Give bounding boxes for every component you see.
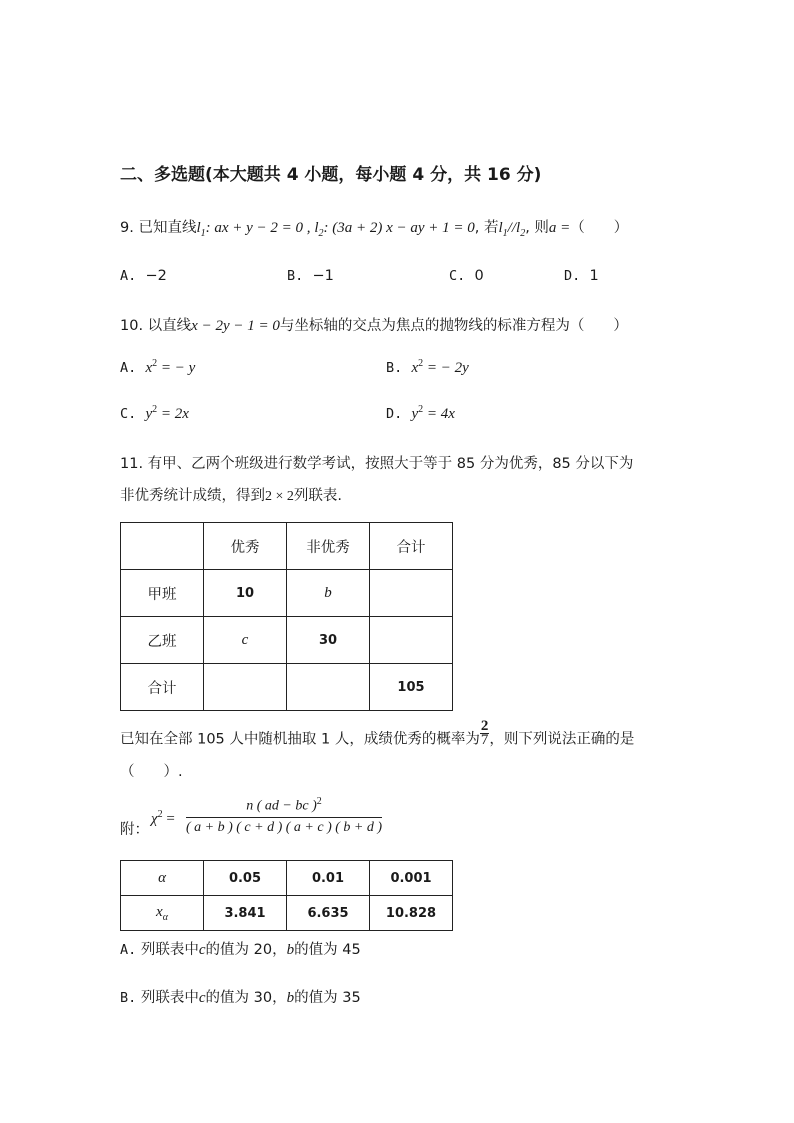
- alpha-label: α: [121, 861, 204, 896]
- row-label: 合计: [121, 664, 204, 711]
- q11-line1: 11. 有甲、乙两个班级进行数学考试，按照大于等于 85 分为优秀，85 分以下为: [120, 456, 634, 472]
- appendix-label: 附：: [120, 822, 149, 838]
- q11-option-a[interactable]: A. 列联表中c的值为 20，b的值为 45: [120, 942, 361, 958]
- table-header: 非优秀: [287, 523, 370, 570]
- table-row: [121, 664, 453, 711]
- row-label: 甲班: [121, 570, 204, 617]
- table-row: [121, 570, 453, 617]
- chi-fraction: [186, 796, 382, 836]
- q9-ask-paren: （ ）: [570, 220, 629, 236]
- q10-option-c[interactable]: C. $y^2 = 2x$: [120, 404, 189, 422]
- table-cell: [204, 664, 287, 711]
- q10-suffix: 与坐标轴的交点为焦点的抛物线的标准方程为（ ）: [279, 318, 628, 334]
- critical-value-table: [120, 860, 453, 931]
- q9-cond-prefix: , 若: [474, 220, 499, 236]
- table-cell: 0.05: [204, 861, 287, 896]
- table-cell: c: [204, 617, 287, 664]
- q9-option-b[interactable]: B. −1: [287, 268, 334, 284]
- chi-numerator: n ( ad − bc )$^2$: [186, 796, 382, 818]
- q10-option-a[interactable]: A. $x^2$ = − y: [120, 358, 196, 376]
- table-cell: [370, 617, 453, 664]
- chi-square-formula: [120, 796, 390, 836]
- table-cell: 0.01: [287, 861, 370, 896]
- table-header: 优秀: [204, 523, 287, 570]
- table-cell: 0.001: [370, 861, 453, 896]
- table-row: [121, 523, 453, 570]
- table-row: [121, 861, 453, 896]
- x-alpha-label: $x_\alpha$: [121, 896, 204, 931]
- probability-fraction: $\frac{2}{7}$: [480, 718, 489, 748]
- table-cell: [287, 664, 370, 711]
- question-9: [120, 216, 628, 239]
- q9-ask-prefix: , 则: [525, 220, 549, 236]
- q11-option-b[interactable]: B. 列联表中c的值为 30，b的值为 35: [120, 990, 361, 1006]
- q11-info: 已知在全部 105 人中随机抽取 1 人，成绩优秀的概率为 $\frac{2}{7}$ ，则下列说法正确的是: [120, 718, 635, 748]
- q9-option-c[interactable]: C. 0: [449, 268, 484, 284]
- q9-option-a[interactable]: A. −2: [120, 268, 167, 284]
- contingency-table: [120, 522, 453, 711]
- table-cell: 30: [287, 617, 370, 664]
- table-cell: 10.828: [370, 896, 453, 931]
- row-label: 乙班: [121, 617, 204, 664]
- table-cell: [121, 523, 204, 570]
- q11-line2: 非优秀统计成绩，得到2 × 2列联表.: [120, 488, 343, 504]
- table-header: 合计: [370, 523, 453, 570]
- chi-lhs: $\chi^2$ =: [151, 809, 175, 827]
- q11-info-paren: （ ）.: [120, 764, 183, 780]
- chi-denominator: ( a + b ) ( c + d ) ( a + c ) ( b + d ): [186, 819, 383, 835]
- q10-option-b[interactable]: B. $x^2$ = − 2y: [386, 358, 469, 376]
- q9-prefix: 9. 已知直线: [120, 220, 197, 236]
- table-cell: 105: [370, 664, 453, 711]
- table-row: [121, 617, 453, 664]
- table-row: [121, 896, 453, 931]
- q9-ask-var: a =: [548, 220, 571, 236]
- q10-prefix: 10. 以直线: [120, 318, 192, 334]
- question-10: [120, 314, 628, 335]
- q9-parallel-cond: $l_1//l_2$: [498, 220, 526, 239]
- q10-line-eq: x − 2y − 1 = 0: [191, 318, 280, 334]
- table-cell: 6.635: [287, 896, 370, 931]
- section-title: 二、多选题(本大题共 4 小题，每小题 4 分，共 16 分): [120, 165, 542, 185]
- q9-option-d[interactable]: D. 1: [564, 268, 599, 284]
- q9-line1-eq: $l_1$: ax + y − 2 = 0 , $l_2$: (3a + 2) x − ay + 1 = 0: [196, 220, 475, 239]
- q10-option-d[interactable]: D. $y^2 = 4x$: [386, 404, 455, 422]
- table-cell: [370, 570, 453, 617]
- table-cell: 3.841: [204, 896, 287, 931]
- table-cell: b: [287, 570, 370, 617]
- table-cell: 10: [204, 570, 287, 617]
